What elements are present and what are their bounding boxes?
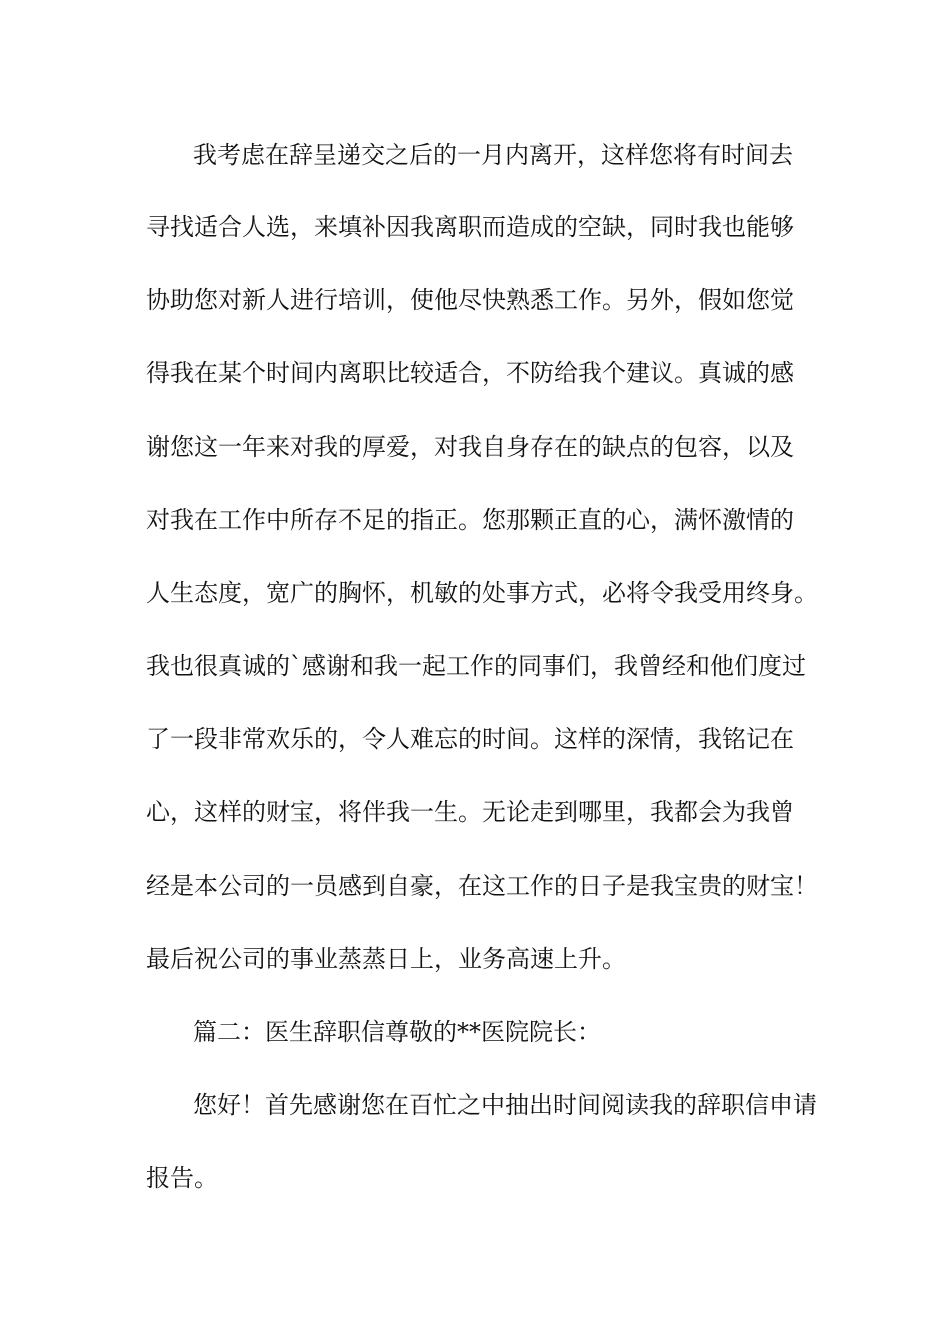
paragraph-line: 寻找适合人选，来填补因我离职而造成的空缺，同时我也能够 [146, 213, 794, 241]
section-heading: 篇二：医生辞职信尊敬的**医院院长： [193, 1018, 601, 1046]
paragraph-line: 我考虑在辞呈递交之后的一月内离开，这样您将有时间去 [193, 141, 793, 169]
paragraph-line: 谢您这一年来对我的厚爱，对我自身存在的缺点的包容，以及 [146, 433, 794, 461]
paragraph-line: 得我在某个时间内离职比较适合，不防给我个建议。真诚的感 [146, 359, 794, 387]
paragraph-line: 您好！首先感谢您在百忙之中抽出时间阅读我的辞职信申请 [193, 1091, 817, 1119]
paragraph-line: 了一段非常欢乐的，令人难忘的时间。这样的深情，我铭记在 [146, 725, 794, 753]
paragraph-line: 人生态度，宽广的胸怀，机敏的处事方式，必将令我受用终身。 [146, 579, 818, 607]
paragraph-line: 最后祝公司的事业蒸蒸日上，业务高速上升。 [146, 945, 626, 973]
paragraph-line: 心，这样的财宝，将伴我一生。无论走到哪里，我都会为我曾 [146, 798, 794, 826]
paragraph-line: 我也很真诚的`感谢和我一起工作的同事们，我曾经和他们度过 [146, 652, 806, 680]
paragraph-line: 协助您对新人进行培训，使他尽快熟悉工作。另外，假如您觉 [146, 286, 794, 314]
paragraph-line: 经是本公司的一员感到自豪，在这工作的日子是我宝贵的财宝！ [146, 872, 818, 900]
paragraph-line: 对我在工作中所存不足的指正。您那颗正直的心，满怀激情的 [146, 506, 794, 534]
paragraph-line: 报告。 [146, 1164, 218, 1192]
